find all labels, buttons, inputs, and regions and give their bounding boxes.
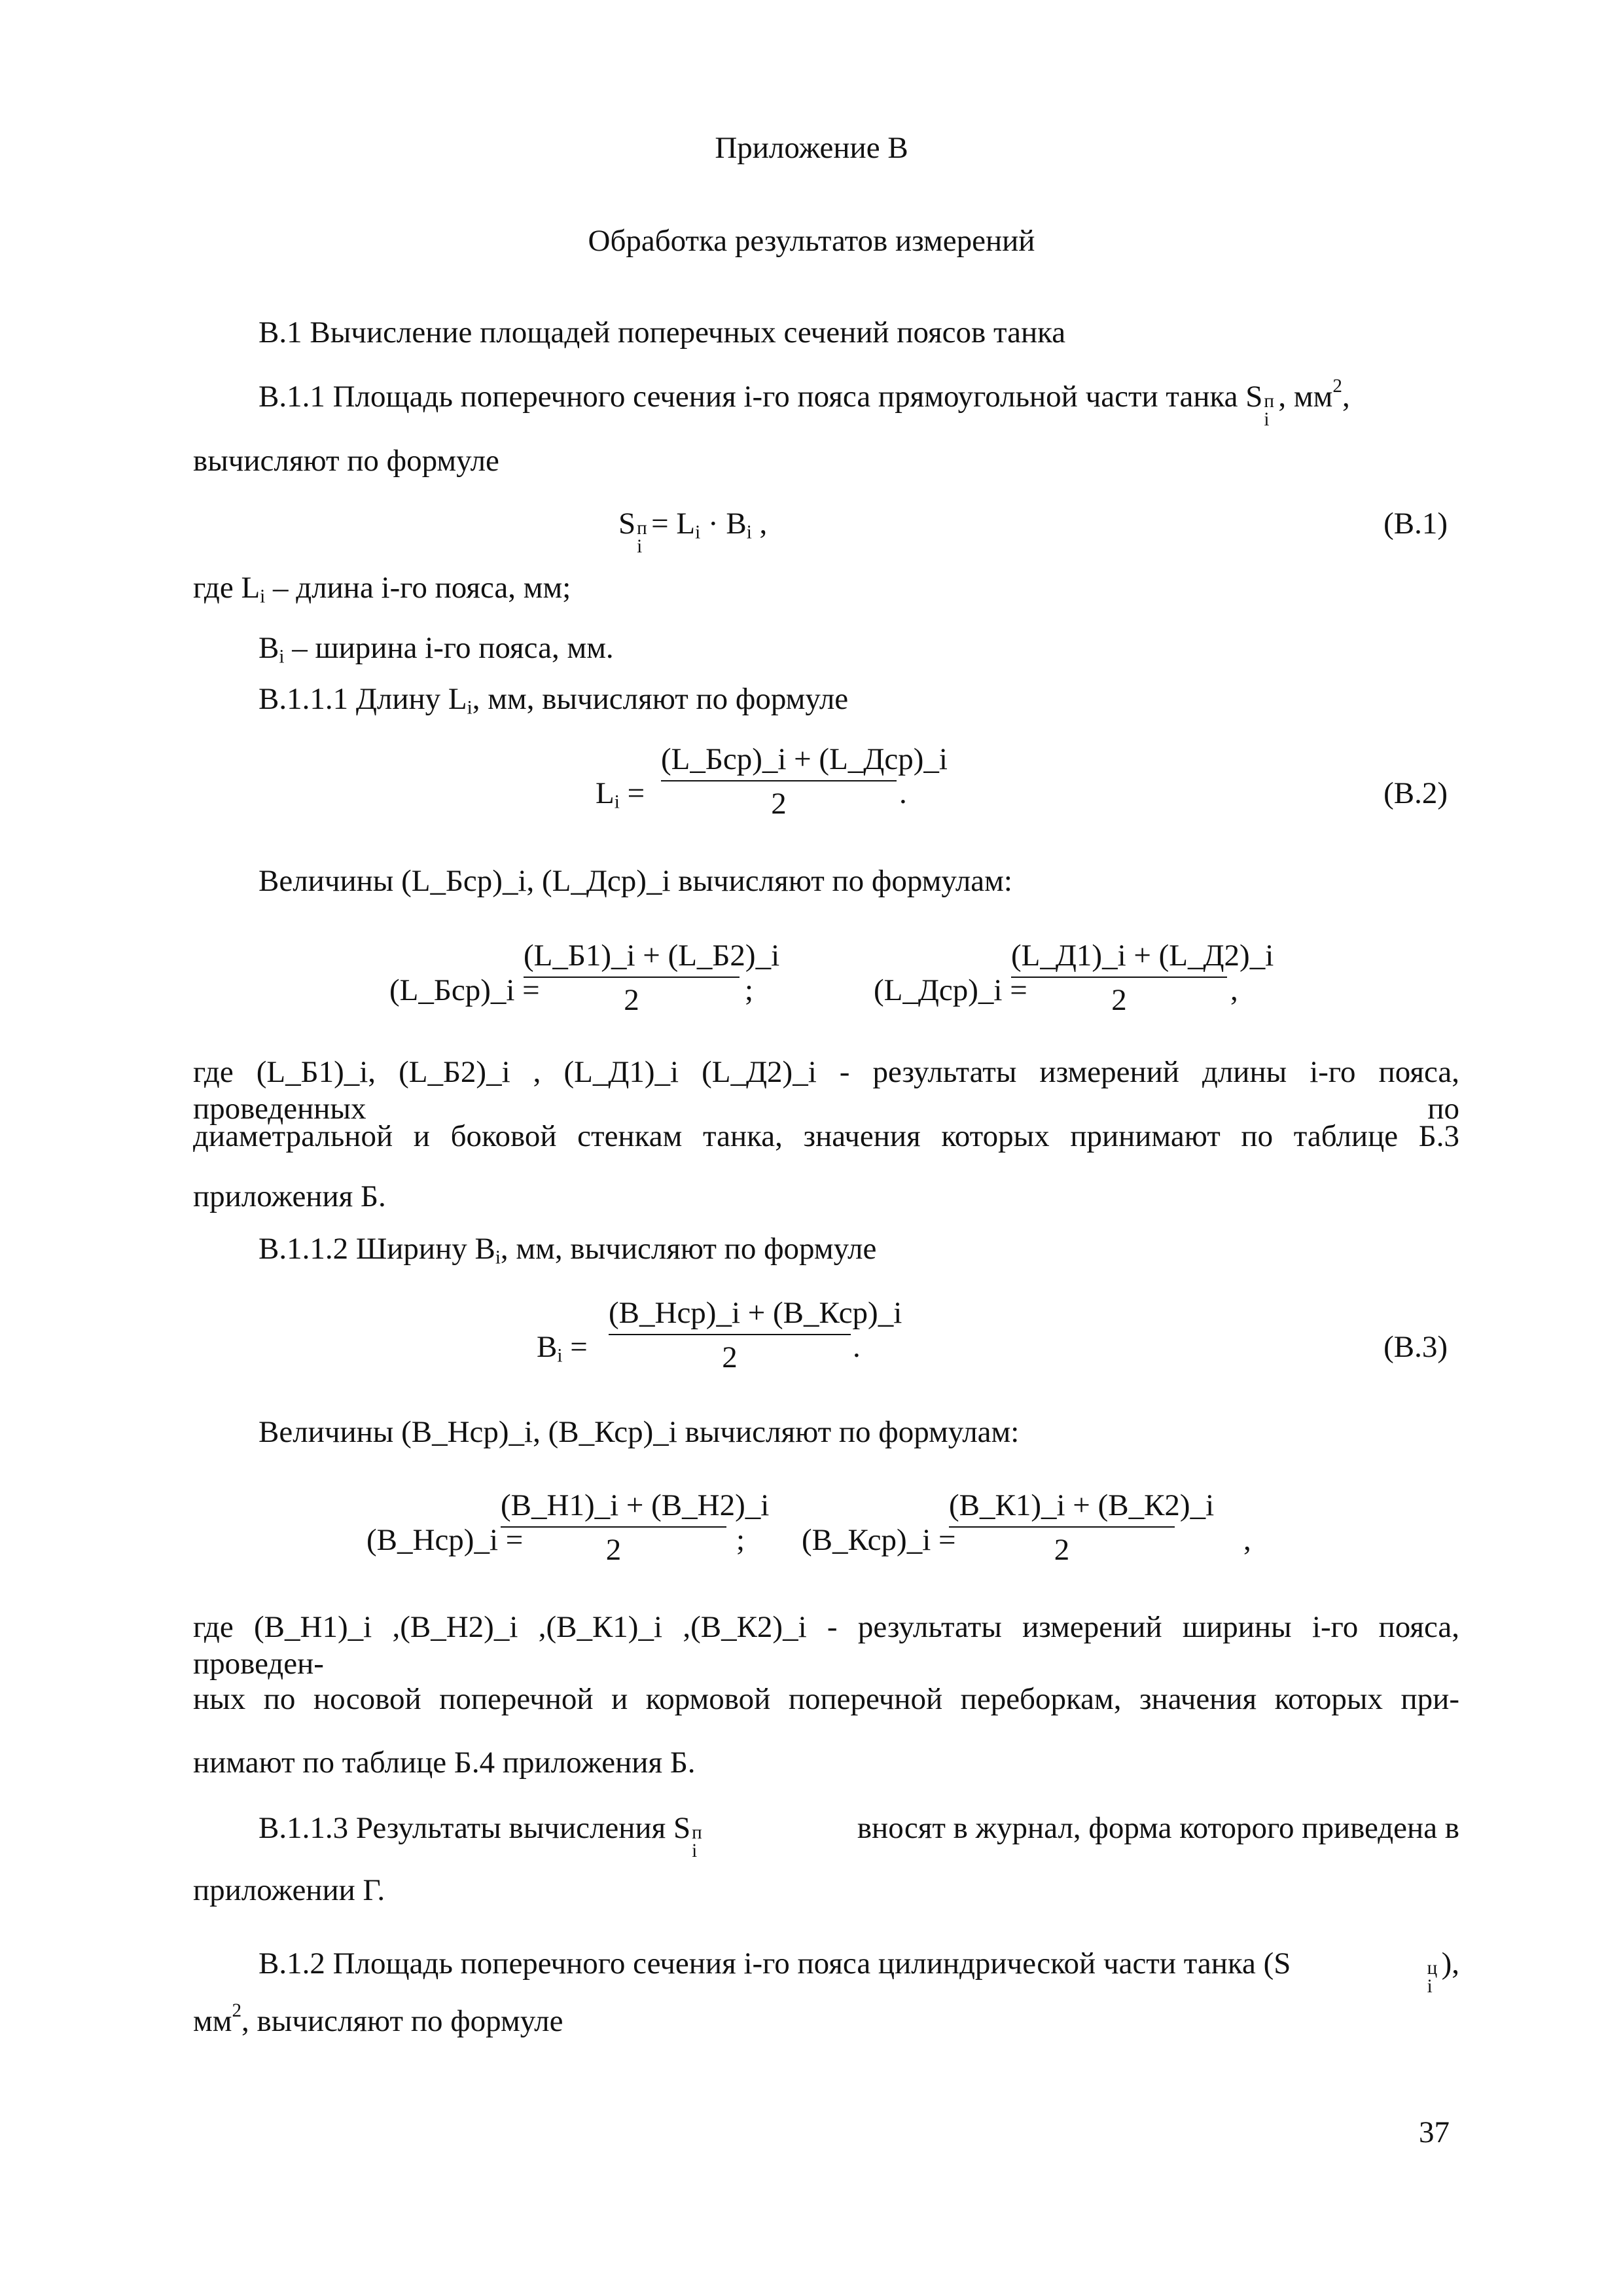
b1113-line2: приложении Г. (193, 1873, 385, 1907)
formula-b-right-lhs: (B_Кср)_i = (802, 1523, 956, 1557)
formula-b-left-numerator: (B_Н1)_i + (B_Н2)_i (501, 1488, 770, 1522)
formula-l-right-denominator: 2 (1111, 983, 1127, 1018)
fraction-bar (524, 977, 740, 978)
appendix-title: Приложение В (715, 131, 908, 165)
where-l-line3: приложения Б. (193, 1179, 386, 1213)
b1111-text: В.1.1.1 Длину $L_i$, мм, вычисляют по формуле (259, 682, 849, 719)
equation-number-b1: (В.1) (1383, 507, 1448, 541)
where-b1-line2: $B_i$ – ширина i-го пояса, мм. (259, 631, 614, 668)
equation-number-b2: (В.2) (1383, 776, 1448, 810)
where-l-line1: где (L_Б1)_i, (L_Б2)_i , (L_Д1)_i (L_Д2)_i - результаты измерений длины i-го пояса, проведенных по (193, 1055, 1459, 1126)
b111-line1: В.1.1 Площадь поперечного сечения i-го пояса прямоугольной части танка S п i , $мм^2$, (259, 376, 1350, 430)
b111-line2: вычисляют по формуле (193, 444, 499, 478)
formula-b3-lhs: $B_i$ = (537, 1330, 588, 1367)
formula-b1: S п i = $L_i \cdot B_i$ , (618, 507, 768, 557)
equation-number-b3: (В.3) (1383, 1330, 1448, 1364)
formula-l-right-numerator: (L_Д1)_i + (L_Д2)_i (1011, 939, 1274, 973)
formula-b2-denominator: 2 (771, 787, 787, 821)
formula-b-right-fraction (949, 1487, 1215, 1569)
fraction-bar (949, 1526, 1175, 1528)
formula-b3-tail: . (853, 1330, 861, 1364)
formula-b3-numerator: (B_Нср)_i + (B_Кср)_i (609, 1296, 902, 1330)
b112-line1: В.1.2 Площадь поперечного сечения i-го пояса цилиндрической части танка (S ц i ), (259, 1946, 1459, 1997)
formula-l-left-numerator: (L_Б1)_i + (L_Б2)_i (524, 939, 780, 973)
where-b-line2: ных по носовой поперечной и кормовой поперечной переборкам, значения которых при- (193, 1682, 1459, 1716)
b1112-text: В.1.1.2 Ширину $B_i$, мм, вычисляют по формуле (259, 1232, 877, 1268)
where-b-line1: где (B_Н1)_i ,(B_Н2)_i ,(B_К1)_i ,(B_К2)_i - результаты измерений ширины i-го пояса, проведен- (193, 1610, 1459, 1681)
formula-b2-tail: . (899, 776, 907, 810)
formula-l-left-tail: ; (745, 973, 754, 1007)
fraction-bar (1011, 977, 1227, 978)
formula-l-left-lhs: (L_Бср)_i = (389, 973, 540, 1007)
b1113-line1: В.1.1.3 Результаты вычисления S п i вносят в журнал, форма которого приведена в (259, 1811, 1459, 1861)
b112-line2: $мм^2$, вычисляют по формуле (193, 2000, 563, 2038)
formula-b-right-numerator: (B_К1)_i + (B_К2)_i (949, 1488, 1215, 1522)
formula-b-left-denominator: 2 (605, 1533, 622, 1568)
formula-b-left-tail: ; (736, 1523, 745, 1557)
fraction-bar (661, 780, 897, 781)
formula-b-right-tail: , (1243, 1523, 1251, 1557)
formula-l-right-tail: , (1230, 973, 1238, 1007)
page-number: 37 (1419, 2115, 1450, 2149)
appendix-subtitle: Обработка результатов измерений (588, 224, 1035, 258)
where-b1-line1: где $L_i$ – длина i-го пояса, мм; (193, 571, 571, 607)
fraction-bar (609, 1334, 851, 1335)
values-l-text: Величины (L_Бср)_i, (L_Дср)_i вычисляют по формулам: (259, 864, 1012, 898)
formula-b3-fraction (609, 1295, 902, 1376)
formula-b-left-lhs: (B_Нср)_i = (366, 1523, 524, 1557)
values-b-text: Величины (B_Нср)_i, (B_Кср)_i вычисляют по формулам: (259, 1415, 1020, 1449)
where-l-line2: диаметральной и боковой стенкам танка, значения которых принимают по таблице Б.3 (193, 1119, 1459, 1153)
formula-b2-numerator: (L_Бср)_i + (L_Дср)_i (661, 742, 948, 776)
formula-b-left-fraction (501, 1487, 770, 1569)
formula-l-right-fraction (1011, 937, 1274, 1019)
section-b1-heading: В.1 Вычисление площадей поперечных сечений поясов танка (259, 315, 1066, 350)
formula-b2-fraction (661, 741, 948, 823)
formula-b-right-denominator: 2 (1054, 1533, 1070, 1568)
formula-l-left-denominator: 2 (624, 983, 639, 1018)
formula-l-left-fraction (524, 937, 780, 1019)
formula-l-right-lhs: (L_Дср)_i = (874, 973, 1027, 1007)
formula-b3-denominator: 2 (722, 1340, 738, 1375)
where-b-line3: нимают по таблице Б.4 приложения Б. (193, 1746, 696, 1780)
fraction-bar (501, 1526, 726, 1528)
formula-b2-lhs: $L_i$ = (596, 776, 645, 813)
